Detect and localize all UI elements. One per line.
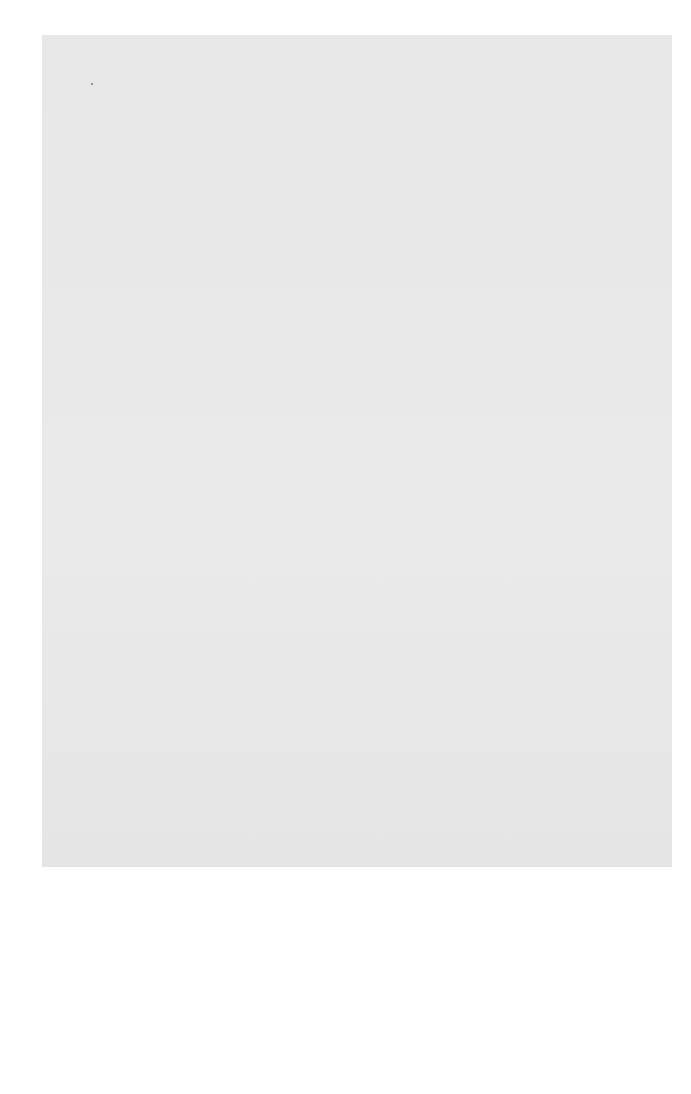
scan-speck [91,83,93,85]
typed-text [97,126,667,178]
